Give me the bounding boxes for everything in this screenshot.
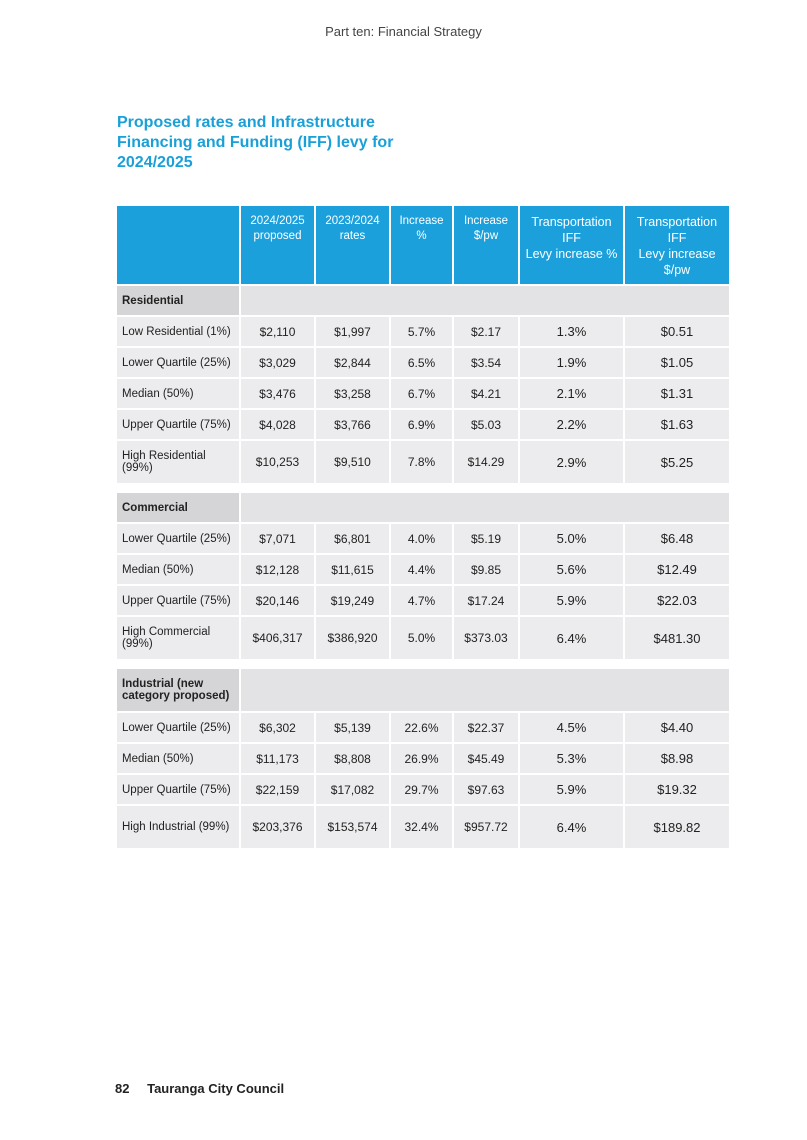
group-label: Industrial (new category proposed) [117,669,239,711]
group-spacer [117,485,729,491]
row-label: Lower Quartile (25%) [117,348,239,377]
table-cell: $189.82 [625,806,729,848]
table-row [117,524,729,553]
page-number: 82 [115,1081,130,1096]
table-cell: $97.63 [454,775,518,804]
table-cell: $1.31 [625,379,729,408]
table-cell: $1,997 [316,317,389,346]
row-label: Upper Quartile (75%) [117,586,239,615]
column-header-3 [391,206,452,284]
table-row [117,617,729,659]
column-header-line: 2023/2024 [325,215,380,227]
table-row [117,555,729,584]
table-cell: $6,302 [241,713,314,742]
table-cell: $7,071 [241,524,314,553]
table-cell: 4.4% [391,555,452,584]
table-cell: $0.51 [625,317,729,346]
table-cell: 6.5% [391,348,452,377]
table-cell: $3,766 [316,410,389,439]
column-header-line: proposed [253,230,302,242]
table-cell: $5.19 [454,524,518,553]
row-label: Upper Quartile (75%) [117,775,239,804]
row-label: Median (50%) [117,379,239,408]
table-cell: $3,029 [241,348,314,377]
group-label: Residential [117,286,239,315]
footer-organization: Tauranga City Council [147,1081,285,1096]
running-head: Part ten: Financial Strategy [325,24,482,39]
table-cell: $373.03 [454,617,518,659]
table-cell: $9,510 [316,441,389,483]
column-header-line: rates [339,230,366,242]
table-cell: $4.40 [625,713,729,742]
group-spacer [117,661,729,667]
row-label: Lower Quartile (25%) [117,524,239,553]
column-header-line: $/pw [663,263,691,277]
table-cell: 1.3% [520,317,623,346]
table-cell: 5.7% [391,317,452,346]
row-label: Lower Quartile (25%) [117,713,239,742]
column-header-line: Increase [463,215,509,227]
row-label: Upper Quartile (75%) [117,410,239,439]
table-cell: 29.7% [391,775,452,804]
table-cell: $2,844 [316,348,389,377]
table-cell: $22,159 [241,775,314,804]
table-cell: $481.30 [625,617,729,659]
rates-table [115,204,731,850]
table-cell: $45.49 [454,744,518,773]
column-header-1 [241,206,314,284]
table-cell: $17,082 [316,775,389,804]
table-cell: $9.85 [454,555,518,584]
table-cell: $12.49 [625,555,729,584]
row-label: Low Residential (1%) [117,317,239,346]
column-header-line: Increase [399,215,444,227]
column-header-line: % [416,230,427,242]
column-header-line: Levy increase % [525,247,618,261]
table-cell: $17.24 [454,586,518,615]
table-cell: $203,376 [241,806,314,848]
table-cell: $5.03 [454,410,518,439]
row-label: Median (50%) [117,555,239,584]
table-cell: $14.29 [454,441,518,483]
table-cell: 22.6% [391,713,452,742]
table-cell: $6,801 [316,524,389,553]
table-row [117,441,729,483]
table-cell: $10,253 [241,441,314,483]
table-cell: 5.3% [520,744,623,773]
table-cell: 2.2% [520,410,623,439]
table-cell: 7.8% [391,441,452,483]
table-cell: $2.17 [454,317,518,346]
row-label: High Residential (99%) [117,441,239,483]
group-label: Commercial [117,493,239,522]
group-header-fill [241,669,729,711]
table-cell: $4,028 [241,410,314,439]
table-cell: 2.9% [520,441,623,483]
column-header-2 [316,206,389,284]
row-label: High Industrial (99%) [117,806,239,848]
table-cell: $19.32 [625,775,729,804]
table-cell: 5.9% [520,775,623,804]
page-footer [115,1081,284,1096]
table-cell: 4.7% [391,586,452,615]
table-cell: 6.4% [520,617,623,659]
table-cell: 5.0% [520,524,623,553]
table-cell: $957.72 [454,806,518,848]
table-cell: 5.0% [391,617,452,659]
column-header-4 [454,206,518,284]
table-cell: 26.9% [391,744,452,773]
column-header-line: IFF [667,231,687,245]
column-header-line: 2024/2025 [250,215,305,227]
table-cell: 6.4% [520,806,623,848]
table-row [117,586,729,615]
table-cell: $8,808 [316,744,389,773]
table-row [117,410,729,439]
table-cell: $1.63 [625,410,729,439]
table-cell: $386,920 [316,617,389,659]
table-cell: $3,476 [241,379,314,408]
column-header-line: IFF [562,231,581,245]
column-header-line: Transportation [636,215,718,229]
table-row [117,713,729,742]
table-cell: $3,258 [316,379,389,408]
table-cell: $5,139 [316,713,389,742]
table-cell: $6.48 [625,524,729,553]
table-cell: $11,615 [316,555,389,584]
table-cell: 6.7% [391,379,452,408]
table-row [117,348,729,377]
row-label: Median (50%) [117,744,239,773]
table-cell: 2.1% [520,379,623,408]
group-header-row [117,493,729,522]
table-cell: $406,317 [241,617,314,659]
table-cell: $22.37 [454,713,518,742]
table-row [117,379,729,408]
table-row [117,744,729,773]
table-cell: $1.05 [625,348,729,377]
column-header-0 [117,206,239,284]
table-cell: 32.4% [391,806,452,848]
table-row [117,317,729,346]
table-cell: 1.9% [520,348,623,377]
table-row [117,806,729,848]
column-header-line: Levy increase [638,247,716,261]
table-cell: 4.0% [391,524,452,553]
column-header-line: $/pw [473,230,499,242]
row-label: High Commercial (99%) [117,617,239,659]
table-cell: $19,249 [316,586,389,615]
table-cell: $12,128 [241,555,314,584]
table-cell: $4.21 [454,379,518,408]
column-header-line: Transportation [531,215,612,229]
table-body [117,286,729,848]
table-header [117,206,729,284]
column-header-5 [520,206,623,284]
table-cell: $11,173 [241,744,314,773]
section-title: Proposed rates and Infrastructure Financing and Funding (IFF) levy for 2024/2025 [117,114,394,171]
group-header-fill [241,286,729,315]
table-cell: 5.9% [520,586,623,615]
column-header-6 [625,206,729,284]
table-cell: 4.5% [520,713,623,742]
table-cell: 5.6% [520,555,623,584]
group-header-row [117,286,729,315]
table-row [117,775,729,804]
group-header-fill [241,493,729,522]
table-cell: $3.54 [454,348,518,377]
table-cell: $2,110 [241,317,314,346]
group-header-row [117,669,729,711]
table-cell: $5.25 [625,441,729,483]
table-cell: $20,146 [241,586,314,615]
table-cell: 6.9% [391,410,452,439]
table-cell: $153,574 [316,806,389,848]
table-cell: $8.98 [625,744,729,773]
table-cell: $22.03 [625,586,729,615]
